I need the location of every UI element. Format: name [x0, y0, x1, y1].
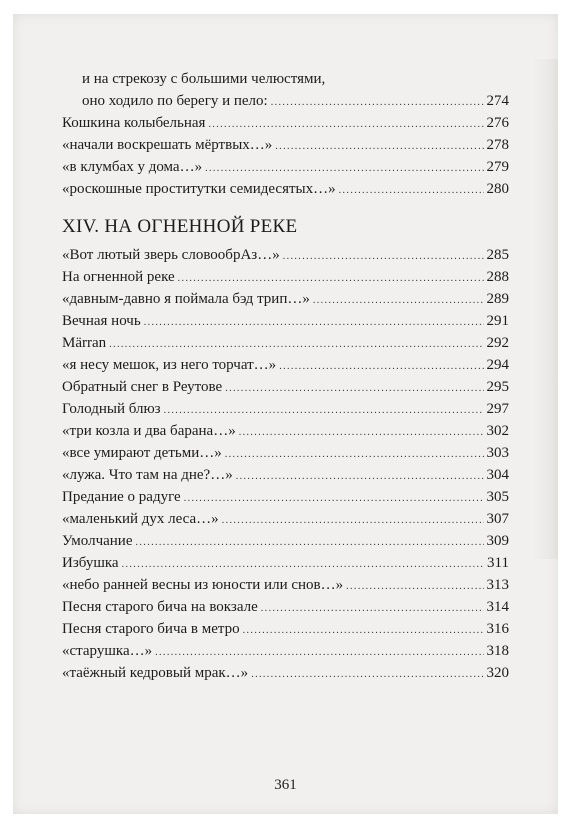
toc-entry-title: оно ходило по берегу и пело: — [82, 93, 268, 109]
toc-entry — [62, 596, 509, 618]
toc-entry — [62, 332, 509, 354]
toc-entry — [62, 486, 509, 508]
toc-entry-page: 278 — [486, 137, 509, 153]
toc-entry-title: «три козла и два барана…» — [62, 423, 236, 439]
toc-entry — [62, 376, 509, 398]
toc-entry — [62, 354, 509, 376]
leader-dots — [109, 334, 483, 356]
toc-entry — [62, 178, 509, 200]
toc-entry — [62, 134, 509, 156]
bleed-through-shadow — [532, 59, 558, 559]
toc-entry-title: Умолчание — [62, 533, 133, 549]
toc-entry-page: 294 — [486, 357, 509, 373]
toc-entry-title: «в клумбах у дома…» — [62, 159, 203, 175]
toc-entry-page: 313 — [486, 577, 509, 593]
toc-entry-title: «лужа. Что там на дне?…» — [62, 467, 233, 483]
leader-dots — [313, 290, 484, 312]
toc-entry-title: Песня старого бича в метро — [62, 621, 240, 637]
toc-entry-title: Песня старого бича на вокзале — [62, 599, 258, 615]
leader-dots — [208, 114, 483, 136]
toc-entry-page: 285 — [486, 247, 509, 263]
toc-entry-title: «я несу мешок, из него торчат…» — [62, 357, 277, 373]
toc-entry-title: Обратный снег в Реутове — [62, 379, 223, 395]
toc-entry-title: «все умирают детьми…» — [62, 445, 222, 461]
toc-entry-page: 288 — [486, 269, 509, 285]
leader-dots — [239, 422, 484, 444]
toc-entry-title: «таёжный кедровый мрак…» — [62, 665, 249, 681]
leader-dots — [178, 268, 484, 290]
toc-entry — [62, 310, 509, 332]
toc-entry — [62, 464, 509, 486]
toc-entry-title: «начали воскрешать мёртвых…» — [62, 137, 273, 153]
table-of-contents — [62, 68, 509, 684]
toc-entry-title: «небо ранней весны из юности или снов…» — [62, 577, 344, 593]
leader-dots — [279, 356, 483, 378]
toc-entry-title: Вечная ночь — [62, 313, 141, 329]
toc-entry-page: 292 — [486, 335, 509, 351]
leader-dots — [275, 136, 483, 158]
toc-entry-page: 305 — [486, 489, 509, 505]
toc-entry-page: 311 — [487, 555, 509, 571]
leader-dots — [136, 532, 484, 554]
leader-dots — [339, 180, 484, 202]
toc-entry-title: На огненной реке — [62, 269, 175, 285]
section-heading: XIV. НА ОГНЕННОЙ РЕКЕ — [62, 216, 298, 237]
toc-entry-page: 303 — [486, 445, 509, 461]
toc-entry — [62, 112, 509, 134]
toc-entry-title: «роскошные проститутки семидесятых…» — [62, 181, 336, 197]
toc-entry-title: «маленький дух леса…» — [62, 511, 219, 527]
toc-entry-title: Märran — [62, 335, 107, 351]
leader-dots — [346, 576, 483, 598]
toc-entry-page: 318 — [486, 643, 509, 659]
leader-dots — [243, 620, 484, 642]
toc-entry-title: Голодный блюз — [62, 401, 161, 417]
leader-dots — [164, 400, 484, 422]
toc-entry-page: 289 — [486, 291, 509, 307]
toc-entry-page: 304 — [486, 467, 509, 483]
toc-entry — [62, 508, 509, 530]
toc-entry — [62, 618, 509, 640]
leader-dots — [144, 312, 484, 334]
toc-entry — [62, 662, 509, 684]
leader-dots — [225, 378, 483, 400]
toc-entry-page: 302 — [486, 423, 509, 439]
toc-entry-title: «старушка…» — [62, 643, 153, 659]
toc-entry — [62, 574, 509, 596]
toc-entry — [62, 442, 509, 464]
toc-entry-page: 279 — [486, 159, 509, 175]
toc-entry — [62, 398, 509, 420]
leader-dots — [184, 488, 484, 510]
book-page — [13, 14, 558, 814]
leader-dots — [271, 92, 484, 114]
leader-dots — [222, 510, 484, 532]
toc-entry — [62, 288, 509, 310]
toc-entry-page: 307 — [486, 511, 509, 527]
page-number: 361 — [274, 777, 297, 793]
toc-entry-title: «давным-давно я поймала бэд трип…» — [62, 291, 310, 307]
leader-dots — [225, 444, 484, 466]
toc-entry — [62, 420, 509, 442]
toc-entry-page: 309 — [486, 533, 509, 549]
toc-entry-title: Избушка — [62, 555, 119, 571]
toc-entry — [62, 266, 509, 288]
toc-entry-page: 297 — [486, 401, 509, 417]
leader-dots — [261, 598, 484, 620]
toc-entry — [62, 244, 509, 266]
toc-entry-page: 280 — [486, 181, 509, 197]
toc-entry-page: 291 — [486, 313, 509, 329]
toc-entry-page: 295 — [486, 379, 509, 395]
toc-entry-page: 316 — [486, 621, 509, 637]
leader-dots — [155, 642, 483, 664]
leader-dots — [251, 664, 483, 686]
leader-dots — [283, 246, 484, 268]
leader-dots — [236, 466, 484, 488]
toc-entry — [62, 90, 509, 112]
toc-entry-page: 274 — [486, 93, 509, 109]
leader-dots — [122, 554, 484, 576]
toc-entry — [62, 552, 509, 574]
toc-entry — [62, 156, 509, 178]
leader-dots — [205, 158, 483, 180]
toc-entry-page: 276 — [486, 115, 509, 131]
toc-entry-title: «Вот лютый зверь словообрАз…» — [62, 247, 280, 263]
toc-entry-page: 320 — [486, 665, 509, 681]
toc-entry — [62, 530, 509, 552]
toc-entry — [62, 640, 509, 662]
toc-entry-continued-line: и на стрекозу с большими челюстями, — [82, 71, 326, 87]
toc-entry-title: Предание о радуге — [62, 489, 181, 505]
toc-entry-page: 314 — [486, 599, 509, 615]
toc-entry-title: Кошкина колыбельная — [62, 115, 206, 131]
